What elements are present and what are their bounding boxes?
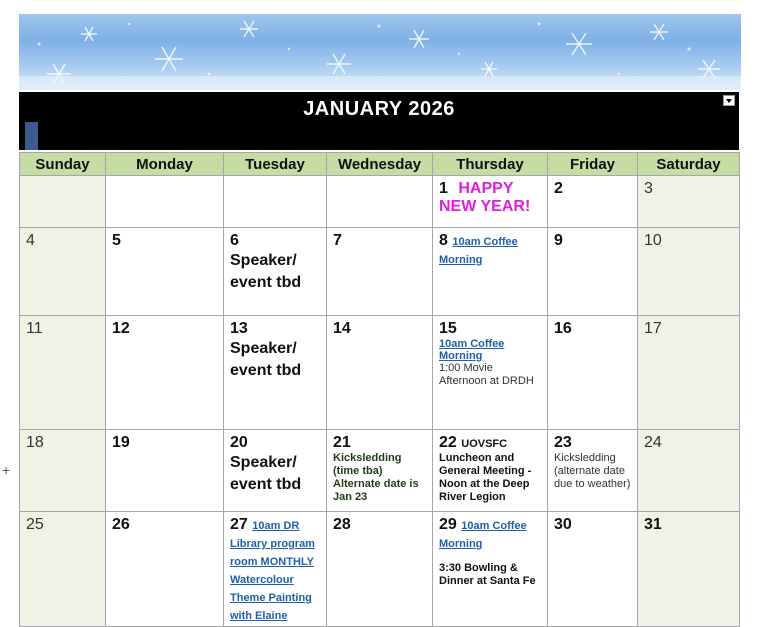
day-cell-25[interactable] bbox=[20, 512, 106, 627]
day-cell-17[interactable] bbox=[638, 316, 740, 430]
dropdown-arrow-icon[interactable] bbox=[723, 95, 735, 106]
day-cell-24[interactable] bbox=[638, 430, 740, 512]
event-text: Speaker/ event tbd bbox=[230, 340, 302, 379]
weekday-monday: Monday bbox=[106, 153, 224, 176]
day-number: 17 bbox=[644, 320, 662, 337]
day-cell-4[interactable] bbox=[20, 228, 106, 316]
day-number: 12 bbox=[112, 320, 130, 337]
day-number: 7 bbox=[333, 232, 342, 249]
day-cell-15[interactable] bbox=[433, 316, 548, 430]
weekday-wednesday: Wednesday bbox=[327, 153, 433, 176]
day-number: 13 bbox=[230, 320, 248, 337]
day-number: 4 bbox=[26, 232, 35, 249]
day-cell-28[interactable] bbox=[327, 512, 433, 627]
week-row-4 bbox=[20, 430, 740, 512]
event-text: Speaker/ event tbd bbox=[230, 252, 302, 291]
event-link[interactable]: 10am DR Library program room MONTHLY Watercolour Theme Painting with Elaine bbox=[230, 520, 315, 622]
day-cell-empty bbox=[224, 176, 327, 228]
day-cell-27[interactable] bbox=[224, 512, 327, 627]
day-cell-22[interactable] bbox=[433, 430, 548, 512]
day-number: 30 bbox=[554, 516, 572, 533]
day-number: 5 bbox=[112, 232, 121, 249]
day-cell-10[interactable] bbox=[638, 228, 740, 316]
day-number: 14 bbox=[333, 320, 351, 337]
event-tag: UOVSFC bbox=[461, 438, 508, 450]
event-text: Speaker/ event tbd bbox=[230, 454, 302, 493]
week-row-2 bbox=[20, 228, 740, 316]
day-cell-6[interactable] bbox=[224, 228, 327, 316]
day-number: 26 bbox=[112, 516, 130, 533]
day-number: 11 bbox=[26, 320, 43, 337]
event-text: Kicksledding (alternate date due to weather) bbox=[554, 452, 631, 490]
calendar-grid bbox=[19, 152, 740, 627]
new-year-event: HAPPY NEW YEAR! bbox=[439, 180, 531, 215]
selection-marker bbox=[25, 122, 38, 150]
event-text: Kicksledding (time tba) Alternate date is Jan 23 bbox=[333, 452, 419, 503]
week-row-3 bbox=[20, 316, 740, 430]
day-cell-13[interactable] bbox=[224, 316, 327, 430]
day-cell-12[interactable] bbox=[106, 316, 224, 430]
day-cell-empty bbox=[106, 176, 224, 228]
day-number: 31 bbox=[644, 516, 662, 533]
weekday-saturday: Saturday bbox=[638, 153, 740, 176]
day-number: 27 bbox=[230, 516, 248, 533]
day-cell-empty bbox=[20, 176, 106, 228]
event-text: Luncheon and General Meeting -Noon at the Deep River Legion bbox=[439, 452, 532, 503]
day-cell-16[interactable] bbox=[548, 316, 638, 430]
day-number: 6 bbox=[230, 232, 239, 249]
day-number: 23 bbox=[554, 434, 572, 451]
day-cell-21[interactable] bbox=[327, 430, 433, 512]
weekday-tuesday: Tuesday bbox=[224, 153, 327, 176]
day-cell-11[interactable] bbox=[20, 316, 106, 430]
day-cell-9[interactable] bbox=[548, 228, 638, 316]
day-number: 19 bbox=[112, 434, 130, 451]
day-cell-29[interactable] bbox=[433, 512, 548, 627]
day-number: 10 bbox=[644, 232, 662, 249]
day-number: 18 bbox=[26, 434, 44, 451]
snowflake-banner bbox=[19, 14, 741, 90]
day-number: 22 bbox=[439, 434, 457, 451]
day-cell-23[interactable] bbox=[548, 430, 638, 512]
event-link[interactable]: 10am Coffee Morning bbox=[439, 520, 527, 550]
day-number: 24 bbox=[644, 434, 662, 451]
month-title: JANUARY 2026 bbox=[303, 98, 455, 120]
weekday-header-row bbox=[20, 153, 740, 176]
week-row-5 bbox=[20, 512, 740, 627]
day-cell-31[interactable] bbox=[638, 512, 740, 627]
event-link[interactable]: 10am Coffee Morning bbox=[439, 236, 518, 266]
month-header bbox=[19, 92, 739, 150]
day-number: 2 bbox=[554, 180, 563, 197]
snowflake-pattern bbox=[19, 14, 741, 90]
day-cell-26[interactable] bbox=[106, 512, 224, 627]
day-cell-empty bbox=[327, 176, 433, 228]
day-cell-2[interactable] bbox=[548, 176, 638, 228]
day-number: 9 bbox=[554, 232, 563, 249]
day-cell-7[interactable] bbox=[327, 228, 433, 316]
day-number: 3 bbox=[644, 180, 653, 197]
row-add-marker[interactable]: + bbox=[2, 462, 11, 478]
event-text: 3:30 Bowling & Dinner at Santa Fe bbox=[439, 562, 536, 587]
weekday-thursday: Thursday bbox=[433, 153, 548, 176]
day-cell-14[interactable] bbox=[327, 316, 433, 430]
event-text: 1:00 Movie Afternoon at DRDH bbox=[439, 362, 534, 387]
day-cell-19[interactable] bbox=[106, 430, 224, 512]
day-cell-30[interactable] bbox=[548, 512, 638, 627]
day-number: 8 bbox=[439, 232, 448, 249]
day-number: 1 bbox=[439, 180, 448, 197]
weekday-sunday: Sunday bbox=[20, 153, 106, 176]
day-number: 15 bbox=[439, 320, 457, 337]
day-number: 25 bbox=[26, 516, 44, 533]
day-number: 20 bbox=[230, 434, 248, 451]
weekday-friday: Friday bbox=[548, 153, 638, 176]
day-cell-5[interactable] bbox=[106, 228, 224, 316]
day-number: 29 bbox=[439, 516, 457, 533]
day-number: 28 bbox=[333, 516, 351, 533]
day-number: 16 bbox=[554, 320, 572, 337]
day-cell-8[interactable] bbox=[433, 228, 548, 316]
day-cell-18[interactable] bbox=[20, 430, 106, 512]
day-cell-20[interactable] bbox=[224, 430, 327, 512]
day-cell-1[interactable] bbox=[433, 176, 548, 228]
week-row-1 bbox=[20, 176, 740, 228]
event-link[interactable]: 10am Coffee Morning bbox=[439, 338, 505, 362]
day-cell-3[interactable] bbox=[638, 176, 740, 228]
day-number: 21 bbox=[333, 434, 351, 451]
